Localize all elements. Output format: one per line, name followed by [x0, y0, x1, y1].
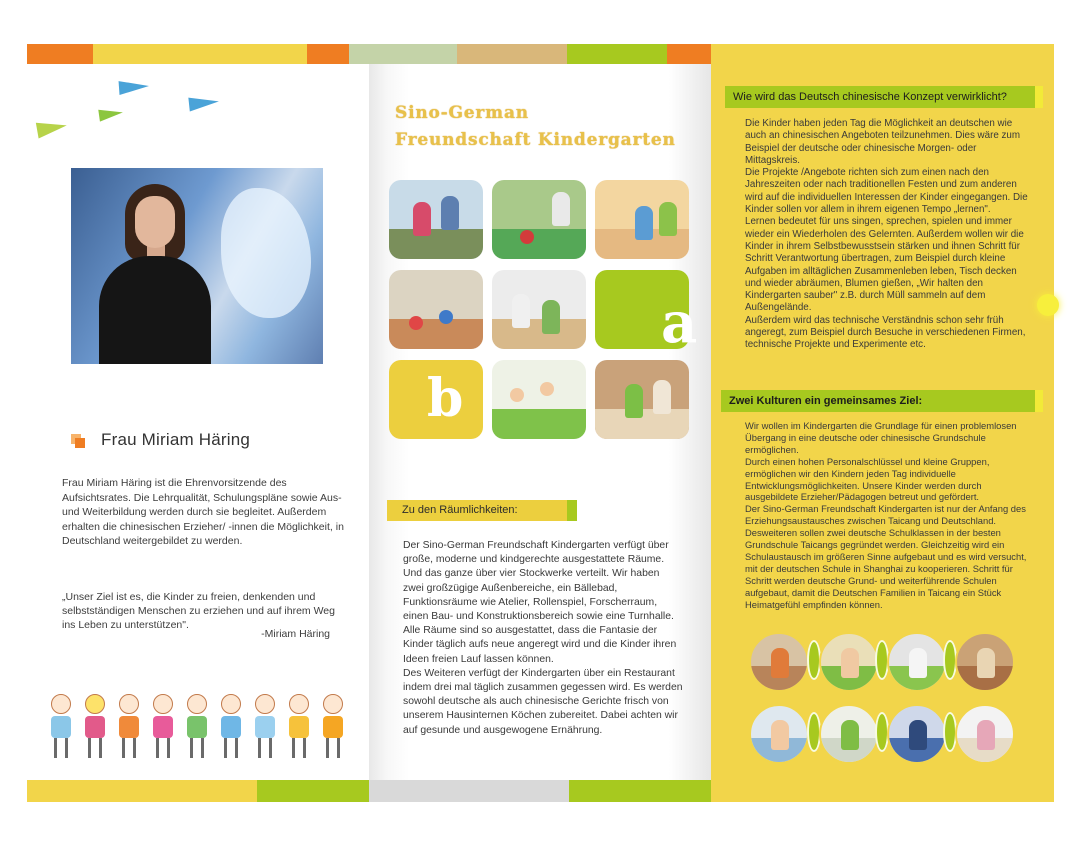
person-name: Frau Miriam Häring [101, 430, 251, 449]
panel-right [711, 64, 1054, 780]
panel-middle [369, 64, 711, 780]
photo-tile [389, 180, 483, 259]
kite-icon [188, 94, 219, 111]
children-illustration [41, 694, 361, 774]
rooms-paragraph: Des Weiteren verfügt der Kindergarten über ein Restaurant indem drei mal täglich zusammen gegessen wird. Es werden sowohl deutsche als auch chinesische Gerichte frisch von unserem Hausinternen Köchen zubereitet. Dabei achten wir auf gesunde und ausgewogene Ernährung. [403, 667, 683, 736]
concept-heading-bar [725, 86, 1043, 108]
quote-author: -Miriam Häring [261, 628, 330, 640]
top-color-strip [667, 44, 711, 64]
square-bullet-icon [71, 434, 85, 448]
rooms-heading: Zu den Räumlichkeiten: [402, 504, 518, 516]
kite-icon [119, 79, 150, 95]
letter-b-tile [389, 360, 483, 439]
photo-tile [492, 360, 586, 439]
photo-tile [595, 360, 689, 439]
concept-paragraph: Die Projekte /Angebote richten sich zum einen nach den Jahreszeiten oder nach traditionellen Festen und zum anderen wird auf die individuellen Interessen der Kinder eingegangen. Die Kinder sollen vor allem in ihrem eigenen Tempo „lernen". [745, 167, 1028, 216]
goal-description [745, 420, 1029, 611]
photo-tile [595, 180, 689, 259]
top-color-strip [93, 44, 307, 64]
panel-left [27, 64, 369, 780]
concept-paragraph: Lernen bedeutet für uns singen, sprechen, spielen und immer wieder ein Wiederholen des Gelernten. Außerdem wollen wir die Kinder in ihrem Selbstbewusstsein stärken und ihnen Schritt für Schritt Verantwortung übertragen, zum Beispiel durch kleine Aufgaben im alltäglichen Zusammenleben leben, Tisch decken und wieder abräumen, Blumen gießen, „Wir halten den Kindergarten sauber" z.B. durch Müll sammeln auf dem Außengelände. [745, 216, 1024, 314]
photo-tile [492, 180, 586, 259]
photo-tile [492, 270, 586, 349]
circle-photo [819, 704, 879, 764]
top-color-strip [711, 44, 1054, 64]
rooms-paragraph: Der Sino-German Freundschaft Kindergarten verfügt über große, moderne und kindgerechte ausgestattete Räume. Und das ganze über vier Stockwerke verteilt. Wir haben zwei großzügige Außenbereiche, ein Bällebad, Funktionsräume wie Atelier, Rollenspiel, Forscherraum, einen Bau- und Konstruktionsbereich sowie eine Turnhalle. Alle Räume sind so ausgestattet, dass die Fantasie der Kinder täglich aufs neue angeregt wird und die Kinder ihren Ideen freien Lauf lassen können. [403, 540, 677, 665]
kite-icon [98, 106, 123, 121]
goal-heading-bar [721, 390, 1043, 412]
photo-tile [389, 270, 483, 349]
goal-paragraph: Wir wollen im Kindergarten die Grundlage für einen problemlosen Übergang in eine deutsche oder chinesische Grundschule ermöglichen. [745, 420, 1017, 455]
kite-icon [36, 118, 68, 139]
top-color-strip [307, 44, 349, 64]
bottom-color-strip [569, 780, 711, 802]
quote-text: „Unser Ziel ist es, die Kinder zu freien, denkenden und selbstständigen Menschen zu erziehen und auf ihrem Weg ins Leben zu unterstützen". [62, 591, 335, 631]
kindergarten-title [395, 100, 676, 154]
bottom-color-strip [369, 780, 569, 802]
goal-heading: Zwei Kulturen ein gemeinsames Ziel: [729, 395, 923, 407]
letter-a: a [661, 290, 698, 356]
circle-photo [749, 632, 809, 692]
circle-photo [887, 704, 947, 764]
concept-paragraph: Außerdem wird das technische Verständnis schon sehr früh angeregt, zum Beispiel durch Besuche in verschiedenen Firmen, technische Projekte und Experimente etc. [745, 314, 1026, 351]
goal-paragraph: Der Sino-German Freundschaft Kindergarten ist nur der Anfang des Erziehungsaustausches zwischen Taicang und Deutschland. Desweiteren sollen zwei deutsche Schulklassen in der besten Grundschule Taicangs gegründet werden. Gleichzeitig wird ein Schulaustausch im größeren Sinne aufgebaut und es wird versucht, mit der deutschen Schule in Shanghai zu kooperieren. Schritt für Schritt werden deutsche Grund- und weiterführende Schulen aufgebaut, damit die Deutschen Familien in Taicang ein Stück Heimatgefühl empfinden können. [745, 503, 1027, 610]
concept-paragraph: Die Kinder haben jeden Tag die Möglichkeit an deutschen wie auch an chinesischen Angeboten teilzunehmen. Dies wäre zum Beispiel der deutsche oder chinesische Morgen- oder Mittagskreis. [745, 118, 1021, 166]
title-line-2: Freundschaft Kindergarten [395, 130, 676, 150]
brochure [27, 44, 1054, 802]
top-color-strip [567, 44, 667, 64]
top-color-strip [369, 44, 457, 64]
top-color-strip [457, 44, 567, 64]
bio-paragraph: Frau Miriam Häring ist die Ehrenvorsitzende des Aufsichtsrates. Die Lehrqualität, Schulungspläne sowie Aus- und Weiterbildung werden durch sie begleitet. Außerdem erhalten die chinesischen Erzieher/ -innen die Möglichkeit, in Deutschland weitergebildet zu werden. [62, 477, 344, 547]
top-color-strip [349, 44, 369, 64]
goal-paragraph: Durch einen hohen Personalschlüssel und kleine Gruppen, ermöglichen wir den Kindern jeden Tag individuelle Entwicklungsmöglichkeiten. Unsere Kinder werden durch ausgebildete Erzieher/Pädagogen betreut und gefördert. [745, 455, 990, 503]
bottom-color-strip [711, 780, 1054, 802]
concept-description [745, 118, 1029, 352]
circle-photo [887, 632, 947, 692]
circle-photo [749, 704, 809, 764]
top-color-strip [27, 44, 93, 64]
concept-heading: Wie wird das Deutsch chinesische Konzept verwirklicht? [733, 91, 1007, 103]
letter-a-tile [595, 270, 698, 356]
circle-photo [819, 632, 879, 692]
bottom-color-strip [257, 780, 369, 802]
title-line-1: Sino-German [395, 103, 529, 123]
portrait-photo [71, 168, 323, 364]
circle-photo [955, 704, 1015, 764]
letter-b: b [427, 368, 464, 429]
bottom-color-strip [27, 780, 257, 802]
rooms-description [403, 539, 683, 738]
decorative-dot [1037, 294, 1059, 316]
circle-photo [955, 632, 1015, 692]
rooms-heading-bar [387, 500, 577, 521]
